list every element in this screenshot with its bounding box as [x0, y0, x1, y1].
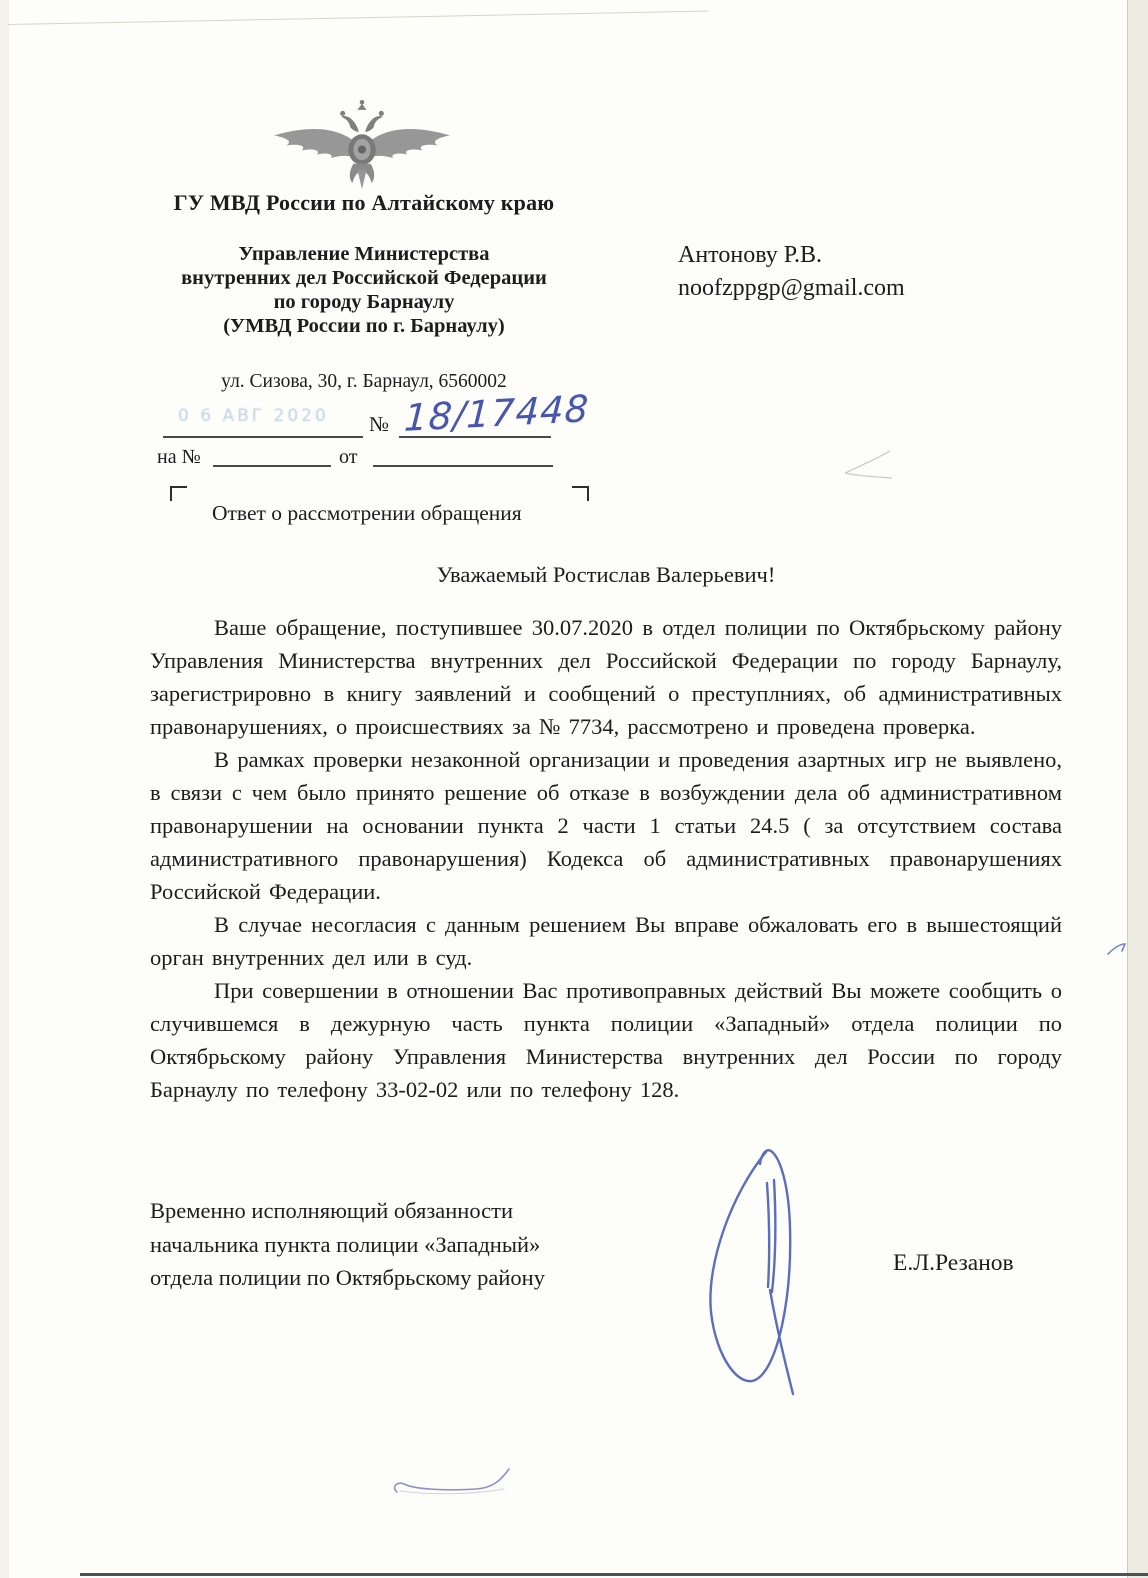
signer-title — [150, 1194, 545, 1295]
address-corner-mark-left — [170, 486, 187, 501]
number-label: № — [369, 412, 390, 436]
paragraph-4: При совершении в отношении Вас противоправных действий Вы можете сообщить о случившемся в дежурную часть пункта полиции «Западный» отдела полиции по Октябрьскому району Управления Министерства внутренних дел России по городу Барнаулу по телефону 33-02-02 или по телефону 128. — [150, 978, 1062, 1102]
organization-name — [140, 242, 588, 338]
incoming-date-stamp: 0 6 АВГ 2020 — [178, 406, 329, 426]
scan-edge-bottom — [80, 1573, 1148, 1576]
mvd-double-headed-eagle-icon — [268, 98, 456, 196]
recipient-block — [678, 239, 905, 305]
letter-body — [150, 611, 1062, 1106]
agency-title: ГУ МВД России по Алтайскому краю — [173, 190, 555, 215]
pen-bottom-swoosh — [395, 1469, 509, 1494]
reply-date-blank-line — [373, 465, 553, 467]
pen-tick-mark — [1108, 944, 1125, 954]
scan-edge-left — [0, 0, 9, 1578]
paragraph-3: В случае несогласия с данным решением Вы вправе обжаловать его в вышестоящий орган внутренних дел или в суд. — [150, 912, 1062, 970]
postal-address: ул. Сизова, 30, г. Барнаул, 6560002 — [221, 371, 507, 392]
pencil-check-mark — [845, 451, 892, 478]
org-line-3: по городу Барнаулу — [273, 291, 455, 313]
paragraph-2: В рамках проверки незаконной организации и проведения азартных игр не выявлено, в связи с чем было принято решение об отказе в возбуждении дела об административном правонарушении на основании пункта 2 части 1 статьи 24.5 ( за отсутствием состава административного правонарушения) Кодекса об административных правонарушениях Российской Федерации. — [150, 747, 1062, 904]
pen-signature-loop — [710, 1150, 793, 1394]
handwritten-outgoing-number: 18/17448 — [402, 387, 591, 440]
org-line-1: Управление Министерства — [238, 243, 490, 265]
signer-title-line-3: отдела полиции по Октябрьскому району — [150, 1265, 545, 1290]
subject-line: Ответ о рассмотрении обращения — [212, 501, 522, 525]
reply-from-label: от — [339, 446, 358, 468]
scan-edge-right — [1127, 0, 1148, 1578]
salutation: Уважаемый Ростислав Валерьевич! — [436, 562, 776, 587]
paragraph-1: Ваше обращение, поступившее 30.07.2020 в отдел полиции по Октябрьскому району Управления Министерства внутренних дел Российской Федерации по городу Барнаулу, зарегистрировно в книгу заявлений и сообщений о преступлниях, об административных правонарушениях, о происшествиях за № 7734, рассмотрено и проведена проверка. — [150, 615, 1062, 739]
org-line-4: (УМВД России по г. Барнаулу) — [223, 315, 505, 337]
scan-fold-line — [8, 11, 708, 25]
date-blank-line — [163, 436, 363, 438]
org-line-2: внутренних дел Российской Федерации — [181, 267, 547, 289]
reply-number-blank-line — [213, 465, 331, 467]
address-corner-mark-right — [572, 486, 589, 501]
recipient-email: noofzppgp@gmail.com — [678, 275, 905, 301]
signer-title-line-2: начальника пункта полиции «Западный» — [150, 1231, 541, 1257]
recipient-name: Антонову Р.В. — [678, 242, 823, 268]
reply-to-number-label: на № — [157, 446, 201, 468]
signer-name: Е.Л.Резанов — [893, 1250, 1014, 1276]
signer-title-line-1: Временно исполняющий обязанности — [150, 1198, 514, 1223]
